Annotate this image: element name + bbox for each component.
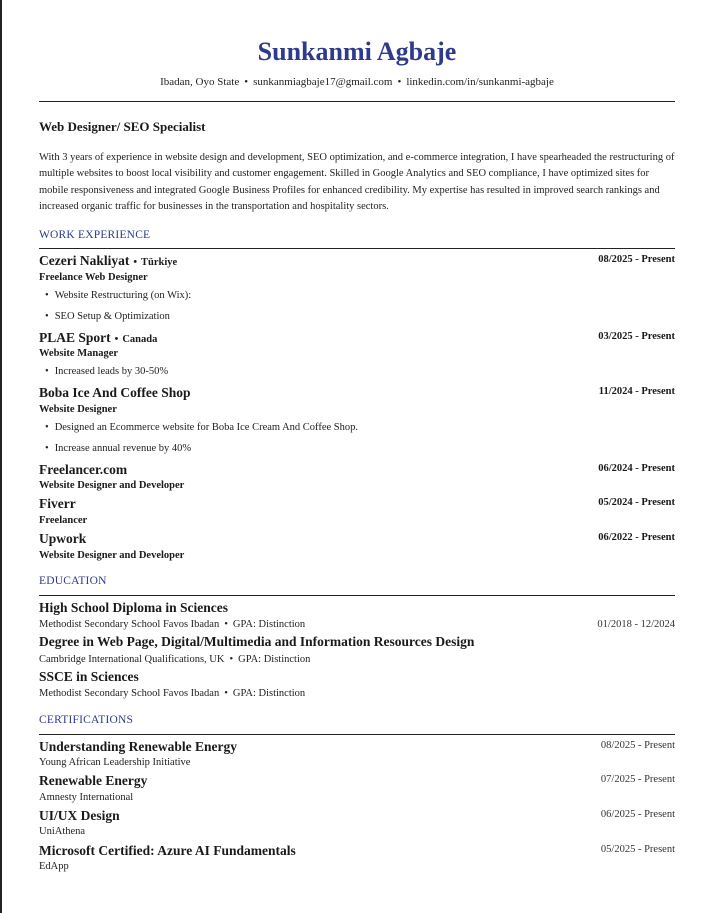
work-org: Boba Ice And Coffee Shop <box>39 385 191 400</box>
education-item <box>39 633 675 651</box>
work-role: Freelance Web Designer <box>39 272 148 283</box>
education-item <box>39 599 675 617</box>
separator-dot: • <box>224 688 228 699</box>
work-location: Türkiye <box>141 257 178 268</box>
education-item <box>39 668 675 686</box>
education-details <box>39 619 675 630</box>
separator-dot: • <box>229 654 234 665</box>
work-section-title: WORK EXPERIENCE <box>39 229 151 241</box>
education-degree: High School Diploma in Sciences <box>39 600 229 615</box>
contact-line <box>39 76 675 88</box>
education-date: 01/2018 - 12/2024 <box>597 619 675 630</box>
work-bullet: • Website Restructuring (on Wix): <box>45 290 191 301</box>
education-gpa: GPA: Distinction <box>238 654 311 665</box>
certification-date: 08/2025 - Present <box>600 740 675 751</box>
separator-dot: • <box>133 257 138 268</box>
education-degree: Degree in Web Page, Digital/Multimedia and Information Resources Design <box>39 634 475 649</box>
work-role: Website Manager <box>39 348 119 359</box>
certification-date: 05/2025 - Present <box>600 844 675 855</box>
certification-date: 07/2025 - Present <box>600 774 675 785</box>
work-org: Upwork <box>39 531 87 546</box>
certification-name: Microsoft Certified: Azure AI Fundamentals <box>39 843 296 858</box>
summary-paragraph: With 3 years of experience in website design and development, SEO optimization, and e-commerce integration, I have spearheaded the restructuring of multiple websites to boost local visibility and customer engagement. Skilled in Google Analytics and SEO compliance, I have optimized sites for mobile responsiveness and integrated Google Business Profiles for enhanced credibility. My expertise has resulted in improved search rankings and increased organic traffic for businesses in the transportation and hospitality sectors. <box>39 152 675 212</box>
linkedin-link[interactable]: linkedin.com/in/sunkanmi-agbaje <box>406 76 554 88</box>
certification-date: 06/2025 - Present <box>600 809 675 820</box>
headline: Web Designer/ SEO Specialist <box>39 119 206 134</box>
work-bullet: • SEO Setup & Optimization <box>45 311 170 322</box>
location-text: Ibadan, Oyo State <box>160 76 240 88</box>
education-section-divider <box>39 595 675 596</box>
work-date: 06/2022 - Present <box>598 532 675 543</box>
education-gpa: GPA: Distinction <box>232 688 306 699</box>
work-bullet: • Designed an Ecommerce website for Boba Ice Cream And Coffee Shop. <box>45 422 358 433</box>
work-date: 03/2025 - Present <box>598 331 675 342</box>
certification-name: UI/UX Design <box>39 808 120 823</box>
separator-dot: • <box>114 334 119 345</box>
work-org: Cezeri Nakliyat <box>39 253 130 268</box>
education-details <box>39 688 675 699</box>
work-location: Canada <box>122 334 158 345</box>
work-item <box>39 252 675 270</box>
work-org: PLAE Sport <box>39 330 111 345</box>
education-school: Methodist Secondary School Favos Ibadan <box>39 688 220 699</box>
certification-item <box>39 772 675 790</box>
certifications-section-title: CERTIFICATIONS <box>39 714 134 726</box>
page-edge-line <box>0 0 2 913</box>
separator-dot: • <box>244 76 249 88</box>
work-item <box>39 384 675 402</box>
certification-name: Understanding Renewable Energy <box>39 739 238 754</box>
certification-issuer: UniAthena <box>39 826 86 837</box>
certification-item <box>39 738 675 756</box>
certifications-section-divider <box>39 734 675 735</box>
work-org: Freelancer.com <box>39 462 128 477</box>
work-date: 05/2024 - Present <box>598 497 675 508</box>
header-divider <box>39 101 675 102</box>
work-role: Website Designer and Developer <box>39 480 185 491</box>
work-bullet: • Increased leads by 30-50% <box>45 366 168 377</box>
work-item <box>39 495 675 513</box>
work-item <box>39 461 675 479</box>
education-details <box>39 654 675 665</box>
education-degree: SSCE in Sciences <box>39 669 139 684</box>
work-org: Fiverr <box>39 496 76 511</box>
work-date: 06/2024 - Present <box>598 463 675 474</box>
separator-dot: • <box>397 76 402 88</box>
email-link[interactable]: sunkanmiagbaje17@gmail.com <box>253 76 393 88</box>
work-bullet: • Increase annual revenue by 40% <box>45 443 191 454</box>
work-role: Website Designer <box>39 404 117 415</box>
work-role: Website Designer and Developer <box>39 550 185 561</box>
education-section-title: EDUCATION <box>39 575 107 587</box>
certification-issuer: EdApp <box>39 861 69 872</box>
education-school: Cambridge International Qualifications, UK <box>39 654 225 665</box>
work-item <box>39 329 675 347</box>
certification-issuer: Amnesty International <box>39 792 134 803</box>
certification-issuer: Young African Leadership Initiative <box>39 757 191 768</box>
work-item <box>39 530 675 548</box>
work-section-divider <box>39 248 675 249</box>
work-role: Freelancer <box>39 515 88 526</box>
certification-name: Renewable Energy <box>39 773 148 788</box>
certification-item <box>39 842 675 860</box>
education-gpa: GPA: Distinction <box>232 619 306 630</box>
separator-dot: • <box>224 619 228 630</box>
certification-item <box>39 807 675 825</box>
education-school: Methodist Secondary School Favos Ibadan <box>39 619 220 630</box>
work-date: 11/2024 - Present <box>598 386 675 397</box>
work-date: 08/2025 - Present <box>598 254 675 265</box>
candidate-name: Sunkanmi Agbaje <box>257 37 457 66</box>
